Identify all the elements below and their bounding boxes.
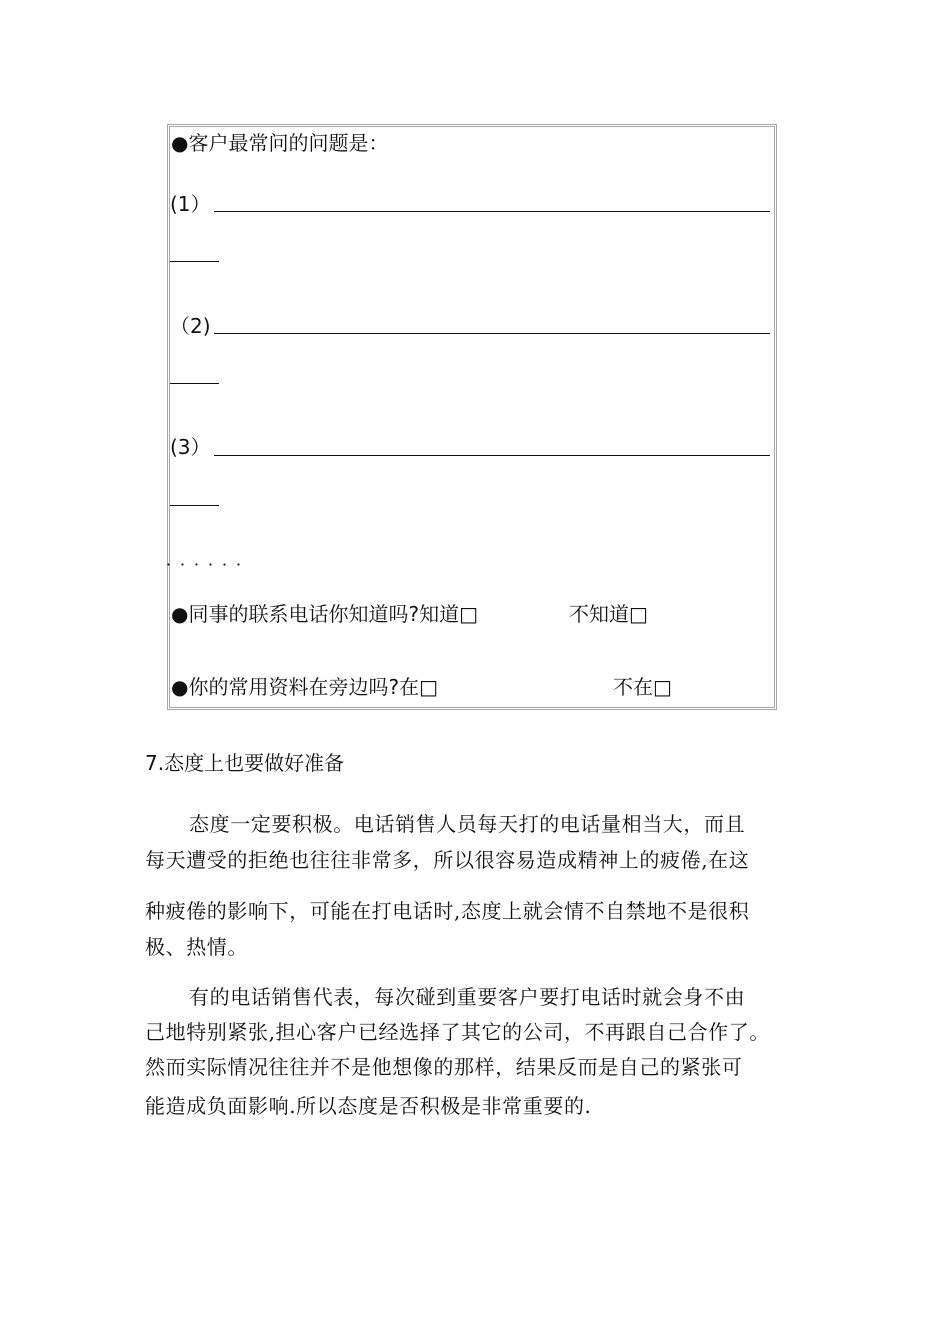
item-3-answer-line[interactable] (214, 455, 770, 456)
item-3-answer-line-cont[interactable] (170, 505, 219, 506)
item-1-answer-line[interactable] (214, 211, 770, 212)
paragraph-2-line: 己地特别紧张,担心客户已经选择了其它的公司，不再跟自己合作了。 (145, 1020, 770, 1044)
item-3-label: (3） (170, 435, 211, 459)
paragraph-1-line: 种疲倦的影响下，可能在打电话时,态度上就会情不自禁地不是很积 (145, 899, 750, 923)
item-2-answer-line[interactable] (214, 333, 770, 334)
paragraph-2-line: 能造成负面影响.所以态度是否积极是非常重要的. (145, 1094, 592, 1118)
paragraph-2-line: 然而实际情况往往并不是他想像的那样，结果反而是自己的紧张可 (145, 1055, 743, 1079)
colleague-phone-no-option[interactable]: 不知道□ (569, 602, 648, 626)
item-2-answer-line-cont[interactable] (170, 383, 219, 384)
item-2-label: （2) (170, 314, 211, 338)
paragraph-1-line: 每天遭受的拒绝也往往非常多，所以很容易造成精神上的疲倦,在这 (145, 848, 750, 872)
paragraph-1-line: 极、热情。 (145, 935, 248, 959)
paragraph-2-line: 有的电话销售代表，每次碰到重要客户要打电话时就会身不由 (189, 985, 746, 1009)
item-1-answer-line-cont[interactable] (170, 261, 219, 262)
item-1-label: (1） (170, 192, 211, 216)
materials-no-option[interactable]: 不在□ (613, 675, 672, 699)
section-heading: 7.态度上也要做好准备 (145, 751, 345, 775)
colleague-phone-question: ●同事的联系电话你知道吗?知道□ (171, 602, 478, 626)
materials-question: ●你的常用资料在旁边吗?在□ (171, 675, 438, 699)
questions-heading: ●客户最常问的问题是： (171, 131, 389, 155)
ellipsis: ．．．．．． (166, 550, 259, 569)
paragraph-1-line: 态度一定要积极。电话销售人员每天打的电话量相当大，而且 (189, 812, 746, 836)
